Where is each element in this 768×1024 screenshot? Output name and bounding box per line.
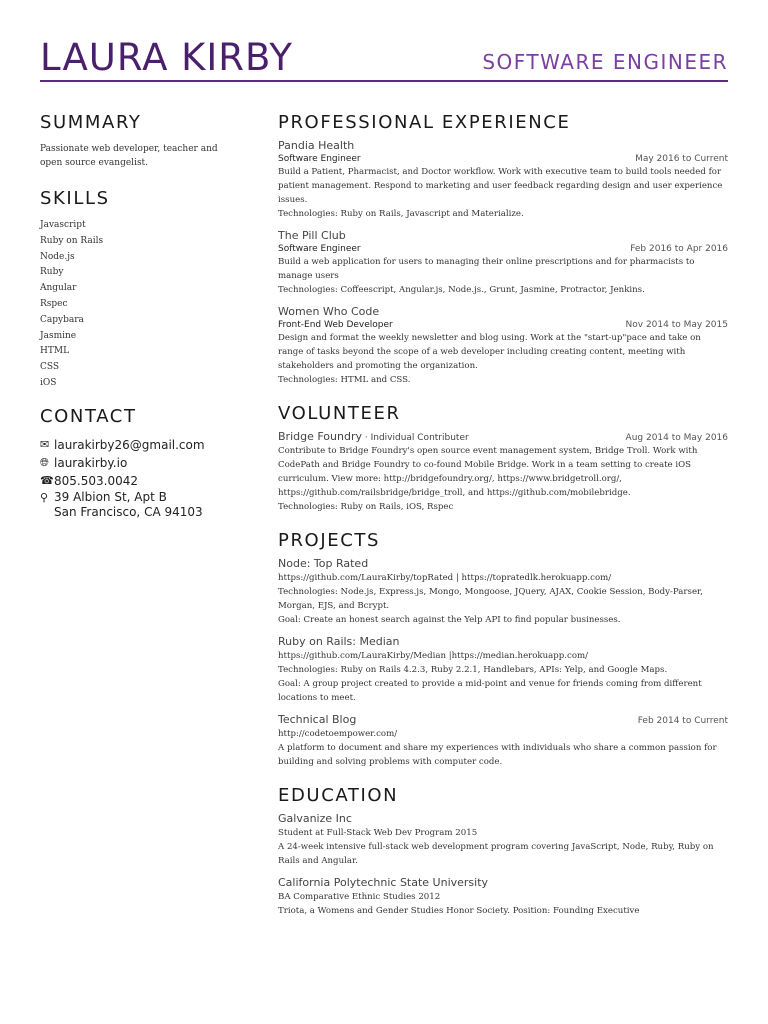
education-school: California Polytechnic State University: [278, 876, 489, 889]
skill-item: Ruby on Rails: [40, 235, 104, 246]
projects-heading: PROJECTS: [278, 530, 381, 551]
skill-item: Rspec: [40, 298, 68, 309]
candidate-name: LAURA KIRBY: [40, 36, 293, 79]
contact-email[interactable]: [40, 436, 240, 454]
volunteer-entry: [278, 430, 728, 514]
website-text: laurakirby.io: [54, 455, 128, 470]
education-program: Student at Full-Stack Web Dev Program 2015: [278, 828, 478, 838]
project-technologies: Technologies: Ruby on Rails 4.2.3, Ruby 2.2.1, Handlebars, APIs: Yelp, and Google Maps.: [278, 665, 668, 675]
phone-text: 805.503.0042: [54, 473, 138, 488]
education-description: A 24-week intensive full-stack web development program covering JavaScript, Node, Ruby, Ruby on Rails and Angular.: [278, 842, 714, 866]
skill-item: HTML: [40, 346, 70, 357]
volunteer-description: Contribute to Bridge Foundry's open source event management system, Bridge Troll. Work with CodePath and Bridge Foundry to co-found Mobile Bridge. Work in a team setting to create iOS curriculum. View more: http://bridgefoundry.org/, https://www.bridgetroll.org/, https://github.com/railsbridge/bridge_troll, and https://github.com/mobilebridge.: [278, 446, 698, 498]
volunteer-role: · Individual Contributer: [364, 433, 469, 443]
left-column: [40, 112, 240, 520]
summary-text: Passionate web developer, teacher and open source evangelist.: [40, 144, 218, 168]
skills-list: [40, 218, 240, 392]
experience-dates: Nov 2014 to May 2015: [625, 320, 728, 330]
experience-title: Software Engineer: [278, 154, 361, 164]
project-entry: [278, 713, 728, 769]
skill-item: CSS: [40, 362, 60, 373]
contact-address: [40, 490, 240, 520]
address-line-2: San Francisco, CA 94103: [54, 504, 203, 519]
volunteer-dates: Aug 2014 to May 2016: [625, 433, 728, 443]
experience-entry: [278, 229, 728, 297]
skill-item: iOS: [40, 377, 57, 388]
right-column: [278, 112, 728, 926]
experience-company: Pandia Health: [278, 139, 355, 152]
education-description: Triota, a Womens and Gender Studies Honor Society. Position: Founding Executive: [278, 906, 640, 916]
contact-website[interactable]: [40, 454, 240, 472]
volunteer-heading: VOLUNTEER: [278, 403, 401, 424]
skills-heading: SKILLS: [40, 188, 110, 209]
summary-heading: SUMMARY: [40, 112, 142, 133]
project-description: A platform to document and share my experiences with individuals who share a common passion for building and solving problems with computer code.: [278, 743, 717, 767]
project-links[interactable]: https://github.com/LauraKirby/Median |https://median.herokuapp.com/: [278, 651, 589, 661]
experience-description: Build a web application for users to managing their online prescriptions and for pharmacists to manage users: [278, 257, 695, 281]
experience-role-row: [278, 243, 728, 255]
address-text: [54, 490, 203, 520]
envelope-icon: ✉: [40, 437, 50, 451]
project-entry: [278, 635, 728, 705]
experience-description: Design and format the weekly newsletter and blog using. Work at the "start-up"pace and take on range of tasks beyond the scope of a web developer including creating content, meeting with stakeholders and promoting the organization.: [278, 333, 701, 371]
experience-technologies: Technologies: HTML and CSS.: [278, 375, 411, 385]
education-heading: EDUCATION: [278, 785, 399, 806]
experience-description: Build a Patient, Pharmacist, and Doctor workflow. Work with executive team to build tools needed for patient management. Respond to marketing and user feedback regarding design and user experience issues.: [278, 167, 723, 205]
experience-company: Women Who Code: [278, 305, 380, 318]
project-name: Technical Blog: [278, 713, 357, 726]
education-entry: [278, 876, 728, 918]
skill-item: Jasmine: [40, 330, 77, 341]
experience-technologies: Technologies: Coffeescript, Angular.js, Node.js., Grunt, Jasmine, Protractor, Jenkins.: [278, 285, 645, 295]
contact-phone: [40, 472, 240, 490]
project-technologies: Technologies: Node.js, Express.js, Mongo, Mongoose, JQuery, AJAX, Cookie Session, Body-Parser, Morgan, EJS, and Bcrypt.: [278, 587, 703, 611]
experience-company: The Pill Club: [278, 229, 346, 242]
education-entry: [278, 812, 728, 868]
experience-role-row: [278, 153, 728, 165]
address-line-1: 39 Albion St, Apt B: [54, 489, 167, 504]
project-dates: Feb 2014 to Current: [637, 716, 728, 726]
skill-item: Javascript: [40, 220, 86, 230]
experience-heading: PROFESSIONAL EXPERIENCE: [278, 112, 571, 133]
project-links[interactable]: http://codetoempower.com/: [278, 729, 398, 739]
skill-item: Capybara: [40, 314, 84, 325]
globe-icon: 🌐︎: [40, 455, 49, 469]
project-name: Node: Top Rated: [278, 557, 369, 570]
project-name: Ruby on Rails: Median: [278, 635, 400, 648]
skill-item: Ruby: [40, 267, 64, 278]
experience-title: Front-End Web Developer: [278, 320, 393, 330]
contact-heading: CONTACT: [40, 405, 137, 427]
skill-item: Angular: [40, 283, 77, 294]
email-text: laurakirby26@gmail.com: [54, 437, 205, 452]
experience-dates: Feb 2016 to Apr 2016: [630, 244, 728, 254]
experience-dates: May 2016 to Current: [635, 154, 728, 164]
project-links[interactable]: https://github.com/LauraKirby/topRated | https://topratedlk.herokuapp.com/: [278, 573, 612, 583]
candidate-role: SOFTWARE ENGINEER: [482, 50, 728, 74]
project-row: [278, 713, 728, 727]
experience-entry: [278, 139, 728, 221]
project-goal: Goal: Create an honest search against the Yelp API to find popular businesses.: [278, 615, 621, 625]
project-goal: Goal: A group project created to provide a mid-point and venue for friends coming from different locations to meet.: [278, 679, 702, 703]
education-program: BA Comparative Ethnic Studies 2012: [278, 892, 441, 902]
experience-title: Software Engineer: [278, 244, 361, 254]
map-pin-icon: ⚲: [40, 490, 49, 504]
volunteer-row: [278, 430, 728, 444]
experience-technologies: Technologies: Ruby on Rails, Javascript and Materialize.: [278, 209, 524, 219]
volunteer-technologies: Technologies: Ruby on Rails, iOS, Rspec: [278, 502, 454, 512]
project-entry: [278, 557, 728, 627]
contact-list: [40, 436, 240, 520]
experience-role-row: [278, 319, 728, 331]
skill-item: Node.js: [40, 251, 75, 262]
phone-icon: ☎: [40, 473, 54, 487]
experience-entry: [278, 305, 728, 387]
resume-header: [40, 36, 728, 82]
education-school: Galvanize Inc: [278, 812, 352, 825]
volunteer-org: Bridge Foundry: [278, 430, 362, 443]
